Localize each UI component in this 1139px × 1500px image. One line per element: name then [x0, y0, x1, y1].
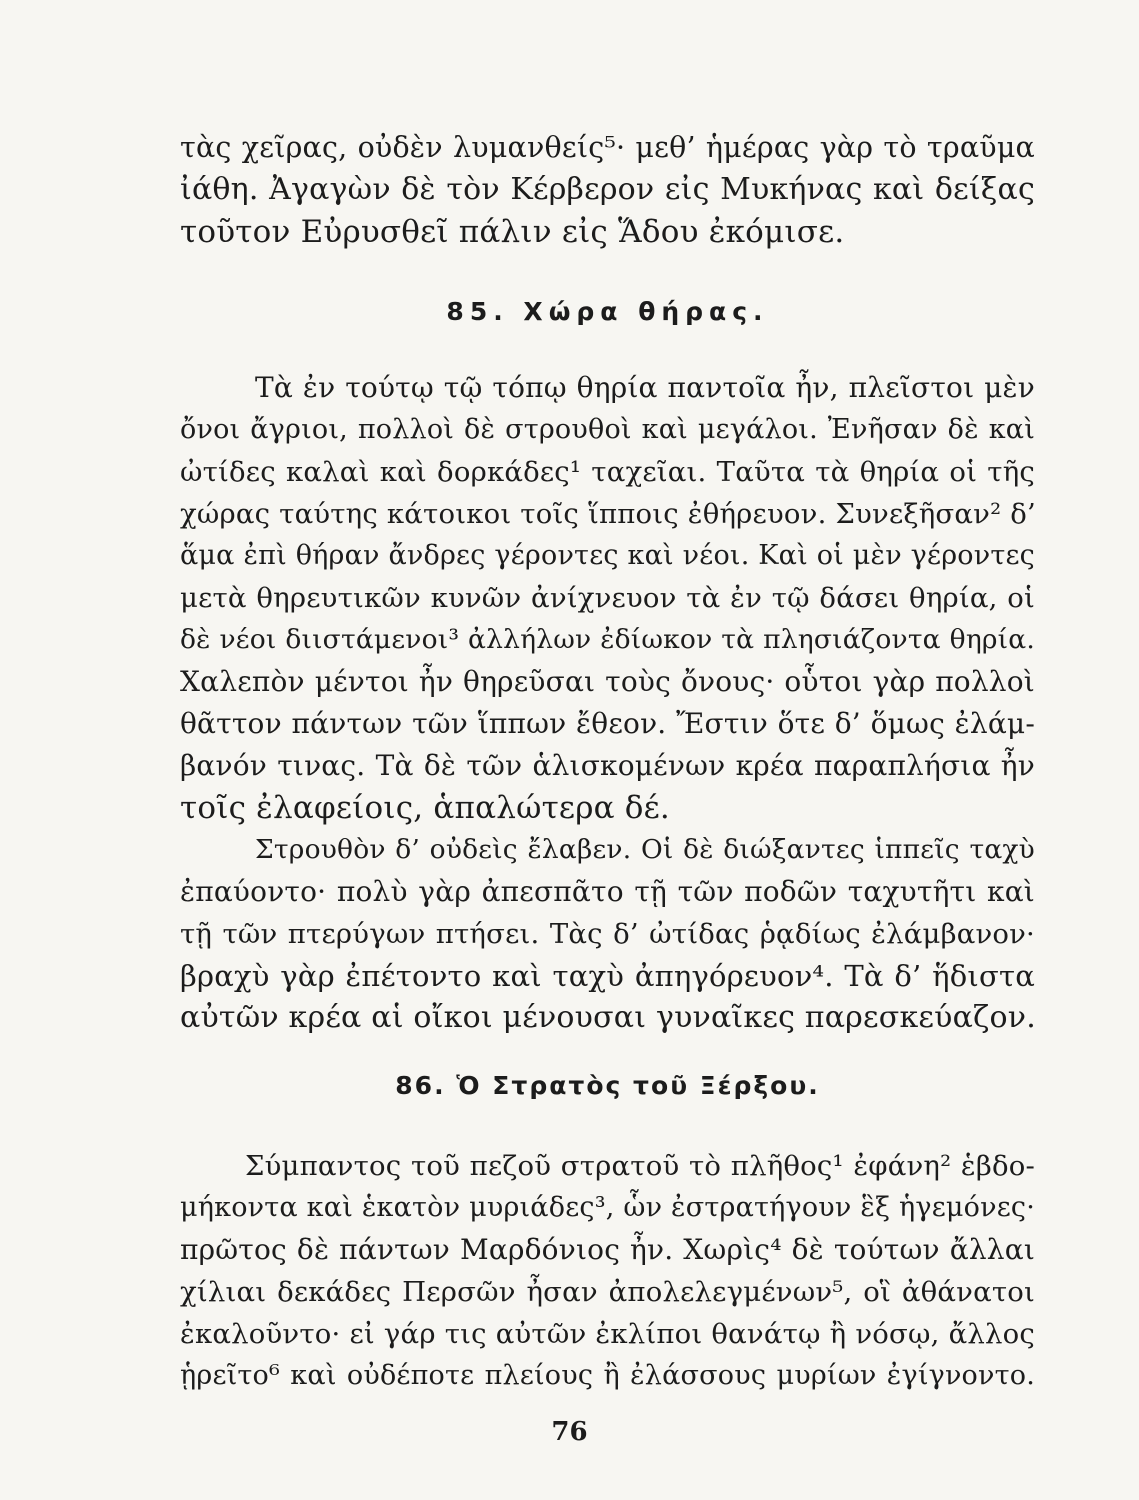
- text-line: ἰάθη. Ἀγαγὼν δὲ τὸν Κέρβερον εἰς Μυκήνας καὶ δείξας: [180, 172, 1035, 207]
- text-line: Στρουθὸν δ’ οὐδεὶς ἔλαβεν. Οἱ δὲ διώξαντες ἱππεῖς ταχὺ: [255, 834, 1035, 865]
- text-line: ἐκαλοῦντο· εἰ γάρ τις αὐτῶν ἐκλίποι θανάτῳ ἢ νόσῳ, ἄλλος: [180, 1318, 1035, 1350]
- text-line: τοῖς ἐλαφείοις, ἁπαλώτερα δέ.: [180, 790, 670, 826]
- section-heading: 85. Χώρα θήρας.: [446, 297, 769, 326]
- text-line: αὐτῶν κρέα αἱ οἴκοι μένουσαι γυναῖκες παρεσκεύαζον.: [180, 1000, 1036, 1035]
- text-line: τοῦτον Εὐρυσθεῖ πάλιν εἰς Ἅδου ἐκόμισε.: [180, 214, 845, 250]
- section-heading: 86. Ὁ Στρατὸς τοῦ Ξέρξου.: [395, 1071, 820, 1100]
- text-line: ὄνοι ἄγριοι, πολλοὶ δὲ στρουθοὶ καὶ μεγάλοι. Ἐνῆσαν δὲ καὶ: [180, 414, 1035, 445]
- text-line: θᾶττον πάντων τῶν ἵππων ἔθεον. Ἔστιν ὅτε δ’ ὅμως ἐλάμ-: [180, 707, 1035, 740]
- text-line: χίλιαι δεκάδες Περσῶν ἦσαν ἀπολελεγμένων⁵, οἳ ἀθάνατοι: [180, 1276, 1035, 1308]
- text-line: Τὰ ἐν τούτῳ τῷ τόπῳ θηρία παντοῖα ἦν, πλεῖστοι μὲν: [255, 371, 1035, 404]
- text-line: δὲ νέοι διιστάμενοι³ ἀλλήλων ἐδίωκον τὰ πλησιάζοντα θηρία.: [180, 624, 1035, 655]
- text-line: ᾑρεῖτο⁶ καὶ οὐδέποτε πλείους ἢ ἐλάσσους μυρίων ἐγίγνοντο.: [180, 1360, 1035, 1391]
- text-line: χώρας ταύτης κάτοικοι τοῖς ἵπποις ἐθήρευον. Συνεξῆσαν² δ’: [180, 498, 1036, 530]
- text-line: μήκοντα καὶ ἑκατὸν μυριάδες³, ὧν ἐστρατήγουν ἓξ ἡγεμόνες·: [180, 1192, 1035, 1223]
- text-line: ἅμα ἐπὶ θήραν ἄνδρες γέροντες καὶ νέοι. Καὶ οἱ μὲν γέροντες: [180, 540, 1035, 571]
- text-line: τῇ τῶν πτερύγων πτήσει. Τὰς δ’ ὠτίδας ῥᾳδίως ἐλάμβανον·: [180, 918, 1035, 950]
- text-line: βανόν τινας. Τὰ δὲ τῶν ἁλισκομένων κρέα παραπλήσια ἦν: [180, 749, 1035, 782]
- text-line: πρῶτος δὲ πάντων Μαρδόνιος ἦν. Χωρὶς⁴ δὲ τούτων ἄλλαι: [180, 1233, 1035, 1266]
- text-line: μετὰ θηρευτικῶν κυνῶν ἀνίχνευον τὰ ἐν τῷ δάσει θηρία, οἱ: [180, 582, 1035, 614]
- text-line: τὰς χεῖρας, οὐδὲν λυμανθείς⁵· μεθ’ ἡμέρας γὰρ τὸ τραῦμα: [180, 131, 1035, 164]
- text-line: ἐπαύοντο· πολὺ γὰρ ἀπεσπᾶτο τῇ τῶν ποδῶν ταχυτῆτι καὶ: [180, 875, 1035, 908]
- text-line: Χαλεπὸν μέντοι ἦν θηρεῦσαι τοὺς ὄνους· οὗτοι γὰρ πολλοὶ: [180, 665, 1035, 698]
- text-line: ὠτίδες καλαὶ καὶ δορκάδες¹ ταχεῖαι. Ταῦτα τὰ θηρία οἱ τῆς: [180, 456, 1035, 488]
- page-number: 76: [551, 1417, 588, 1447]
- text-line: βραχὺ γὰρ ἐπέτοντο καὶ ταχὺ ἀπηγόρευον⁴. Τὰ δ’ ἥδιστα: [180, 959, 1035, 993]
- text-line: Σύμπαντος τοῦ πεζοῦ στρατοῦ τὸ πλῆθος¹ ἐφάνη² ἑβδο-: [245, 1150, 1035, 1182]
